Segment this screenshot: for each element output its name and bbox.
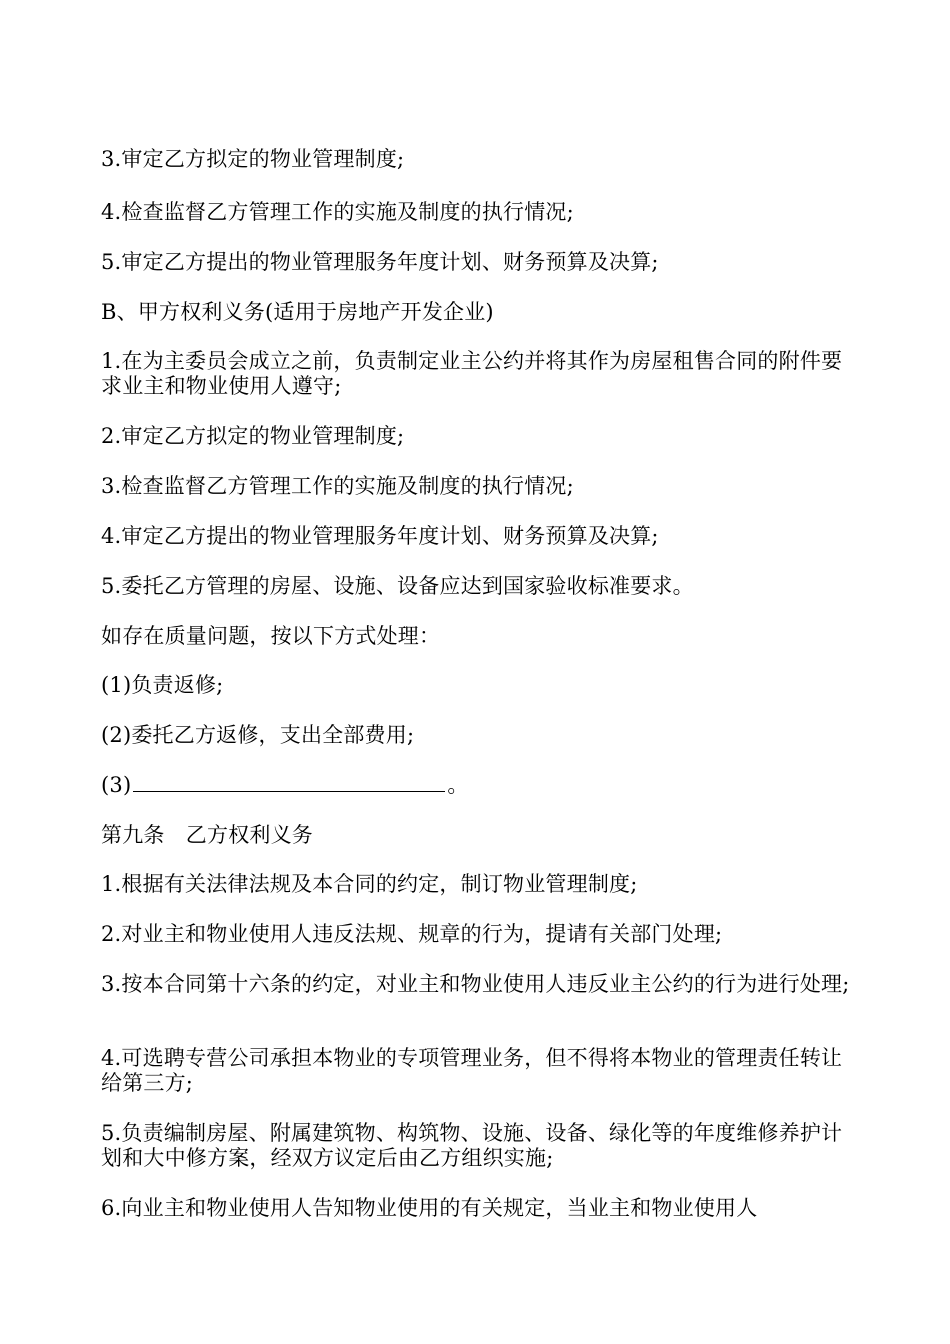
paragraph-hire-contractors: 4.可选聘专营公司承担本物业的专项管理业务，但不得将本物业的管理责任转让给第三方; bbox=[101, 1046, 843, 1095]
paragraph-report-violations: 2.对业主和物业使用人违反法规、规章的行为，提请有关部门处理; bbox=[101, 922, 723, 946]
list-item-blank bbox=[101, 773, 851, 798]
paragraph-acceptance-standard: 5.委托乙方管理的房屋、设施、设备应达到国家验收标准要求。 bbox=[101, 574, 694, 598]
paragraph-approve-rules-b: 2.审定乙方拟定的物业管理制度; bbox=[101, 424, 405, 448]
paragraph-approve-plan: 5.审定乙方提出的物业管理服务年度计划、财务预算及决算; bbox=[101, 250, 659, 274]
paragraph-formulate-rules: 1.根据有关法律法规及本合同的约定，制订物业管理制度; bbox=[101, 872, 638, 896]
section-heading-b: B、甲方权利义务(适用于房地产开发企业) bbox=[101, 300, 494, 324]
paragraph-handle-covenant-violations: 3.按本合同第十六条的约定，对业主和物业使用人违反业主公约的行为进行处理; bbox=[101, 972, 850, 996]
paragraph-inspect-supervise: 4.检查监督乙方管理工作的实施及制度的执行情况; bbox=[101, 200, 574, 224]
list-item-entrust-repair: (2)委托乙方返修，支出全部费用; bbox=[101, 723, 415, 747]
paragraph-inspect-supervise-b: 3.检查监督乙方管理工作的实施及制度的执行情况; bbox=[101, 474, 574, 498]
paragraph-approve-plan-b: 4.审定乙方提出的物业管理服务年度计划、财务预算及决算; bbox=[101, 524, 659, 548]
fill-in-blank-line[interactable] bbox=[133, 773, 445, 792]
paragraph-inform-owners: 6.向业主和物业使用人告知物业使用的有关规定，当业主和物业使用人 bbox=[101, 1196, 758, 1220]
list-item-blank-suffix: 。 bbox=[447, 773, 469, 797]
article-nine-heading: 第九条 乙方权利义务 bbox=[101, 823, 313, 847]
list-item-repair: (1)负责返修; bbox=[101, 673, 224, 697]
paragraph-quality-issues: 如存在质量问题，按以下方式处理： bbox=[101, 624, 441, 648]
paragraph-approve-rules: 3.审定乙方拟定的物业管理制度; bbox=[101, 147, 405, 171]
list-item-blank-prefix: (3) bbox=[101, 773, 132, 797]
paragraph-maintenance-plan: 5.负责编制房屋、附属建筑物、构筑物、设施、设备、绿化等的年度维修养护计划和大中修方案，经双方议定后由乙方组织实施; bbox=[101, 1121, 843, 1170]
paragraph-owners-covenant: 1.在为主委员会成立之前，负责制定业主公约并将其作为房屋租售合同的附件要求业主和物业使用人遵守; bbox=[101, 349, 843, 398]
